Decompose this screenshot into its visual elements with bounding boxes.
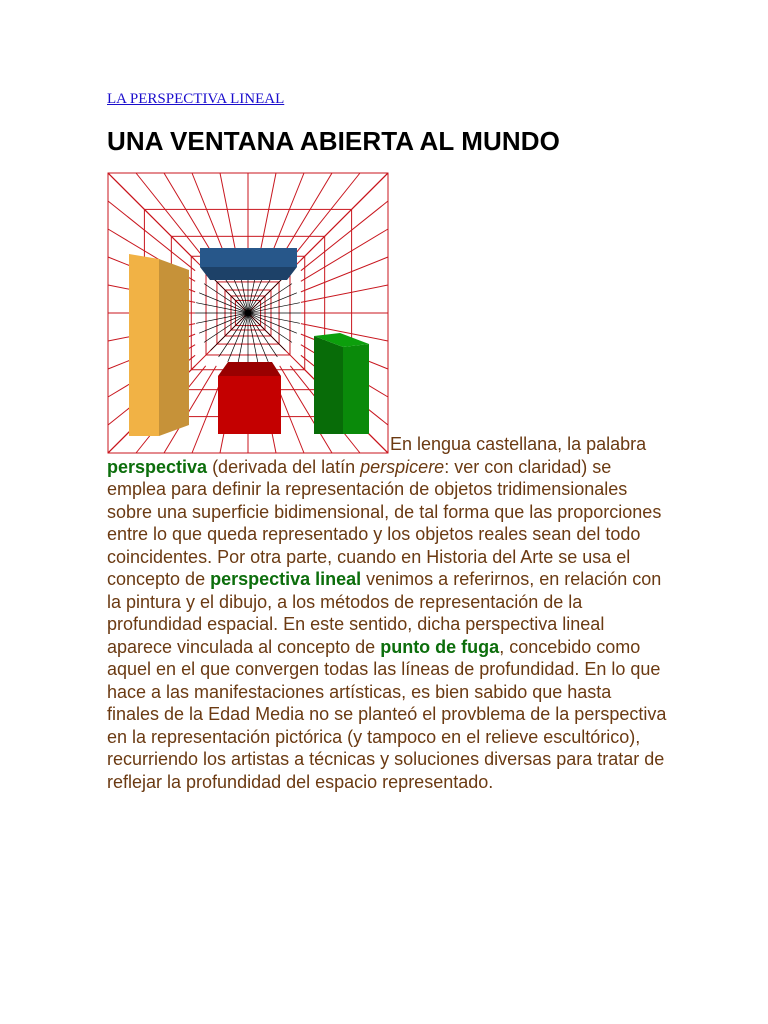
- text-run: En lengua castellana, la palabra: [390, 434, 647, 454]
- grid-line: [220, 173, 237, 260]
- keyword-punto-de-fuga: punto de fuga: [380, 636, 500, 657]
- grid-line: [301, 285, 388, 302]
- orange-side-face: [159, 259, 189, 436]
- vanishing-point: [245, 310, 251, 316]
- grid-line: [211, 276, 248, 313]
- grid-line: [211, 313, 248, 350]
- perspective-grid-svg: [107, 172, 389, 454]
- latin-term: perspicere: [360, 456, 445, 477]
- grid-line: [164, 173, 216, 260]
- text-run: (derivada del latín: [207, 456, 361, 477]
- grid-line: [301, 257, 388, 292]
- red-top-face: [218, 362, 281, 376]
- grid-line: [269, 173, 304, 260]
- text-run: : ver con claridad) se emplea para definir la representación de objetos tridimensionales sobre una superficie bidimensional, de tal forma que las proporciones entre lo que queda representado y los objetos reales sean del todo coincidentes. Por otra parte, cuando en Historia del Arte se usa el concepto de: [107, 456, 662, 589]
- orange-front-face: [129, 254, 159, 436]
- keyword-perspectiva-lineal: perspectiva lineal: [210, 569, 362, 589]
- page-title: UNA VENTANA ABIERTA AL MUNDO: [107, 126, 560, 156]
- green-side-face: [314, 336, 343, 434]
- blue-box: [200, 248, 297, 280]
- orange-box: [129, 254, 189, 436]
- text-run: , concebido como aquel en el que convergen todas las líneas de profundidad. En lo que hace a las manifestaciones artísticas, es bien sabido que hasta finales de la Edad Media no se planteó el provblema de la perspectiva en la representación pictórica (y tampoco en el relieve escultórico), recurriendo los artistas a técnicas y soluciones diversas para tratar de reflejar la profundidad del espacio representado.: [107, 636, 667, 792]
- article-paragraph: [107, 433, 667, 793]
- blue-bottom-face: [200, 267, 297, 280]
- grid-line: [248, 276, 285, 313]
- figure-text-wrap-spacer: [107, 433, 390, 455]
- green-box: [314, 333, 369, 434]
- green-front-face: [343, 344, 369, 434]
- grid-line: [259, 173, 276, 260]
- perspectiva-lineal-link[interactable]: LA PERSPECTIVA LINEAL: [107, 91, 285, 107]
- grid-line: [301, 229, 388, 281]
- grid-line: [280, 173, 332, 260]
- blue-front-face: [200, 248, 297, 267]
- perspective-illustration: [107, 172, 389, 454]
- red-box: [218, 362, 281, 434]
- grid-line: [192, 173, 227, 260]
- red-front-face: [218, 376, 281, 434]
- text-run: venimos a referirnos, en relación con la pintura y el dibujo, a los métodos de representación de la profundidad espacial. En este sentido, dicha perspectiva lineal aparece vinculada al concepto de: [107, 569, 662, 657]
- grid-line: [248, 313, 285, 350]
- keyword-perspectiva: perspectiva: [107, 456, 208, 477]
